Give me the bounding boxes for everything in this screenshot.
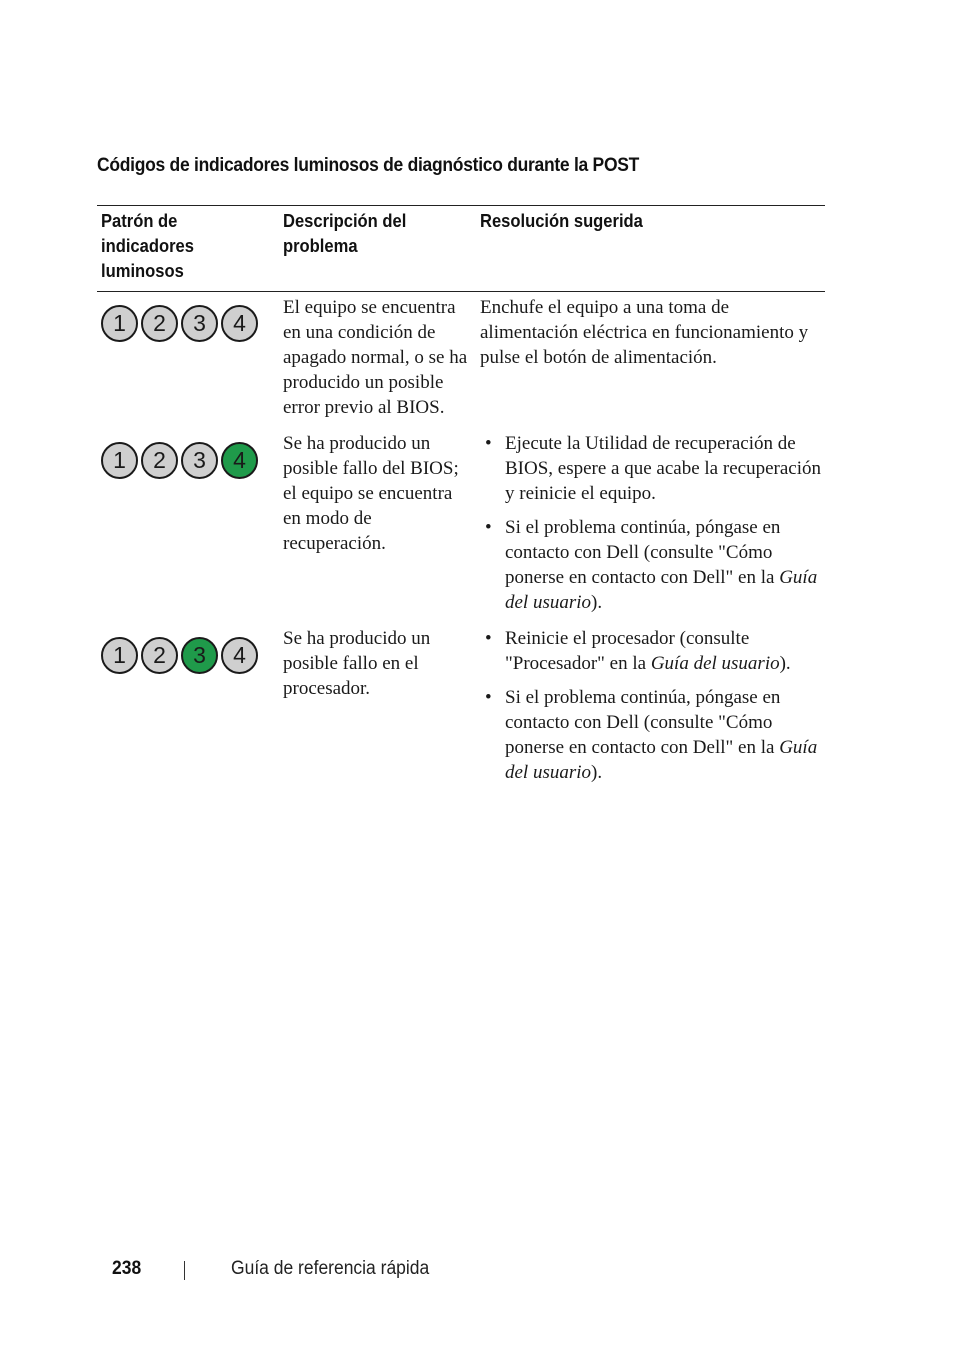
item-tail: ). bbox=[591, 762, 603, 783]
item-italic: Guía del usuario bbox=[505, 737, 818, 783]
bullet: • bbox=[485, 517, 492, 538]
page-title: Códigos de indicadores luminosos de diagnóstico durante la POST bbox=[97, 155, 640, 176]
led-indicator-1: 1 bbox=[101, 442, 138, 479]
led-pattern-row-1 bbox=[101, 305, 258, 342]
list-item bbox=[480, 431, 825, 506]
led-indicator-3: 3 bbox=[181, 442, 218, 479]
item-text: Si el problema continúa, póngase en contacto con Dell (consulte "Cómo ponerse en contacto con Dell" en la bbox=[505, 687, 781, 758]
table-header-rule bbox=[97, 291, 825, 292]
led-indicator-4: 4 bbox=[221, 305, 258, 342]
led-pattern-row-2 bbox=[101, 442, 258, 479]
led-indicator-2: 2 bbox=[141, 637, 178, 674]
led-indicator-3: 3 bbox=[181, 637, 218, 674]
item-text: Reinicie el procesador (consulte "Procesador" en la bbox=[505, 628, 750, 674]
led-indicator-2: 2 bbox=[141, 442, 178, 479]
page-number: 238 bbox=[112, 1258, 142, 1279]
item-tail: ). bbox=[779, 653, 791, 674]
header-pattern: Patrón de indicadores luminosos bbox=[101, 211, 194, 281]
item-text: Si el problema continúa, póngase en contacto con Dell (consulte "Cómo ponerse en contacto con Dell" en la bbox=[505, 517, 781, 588]
led-indicator-3: 3 bbox=[181, 305, 218, 342]
list-item bbox=[480, 685, 825, 785]
list-item bbox=[480, 626, 825, 676]
description-row-1: El equipo se encuentra en una condición de apagado normal, o se ha producido un posible error previo al BIOS. bbox=[283, 297, 468, 418]
resolution-list bbox=[480, 626, 825, 785]
resolution-row-3 bbox=[480, 626, 825, 794]
bullet: • bbox=[485, 433, 492, 454]
item-italic: Guía del usuario bbox=[505, 567, 818, 613]
led-indicator-4: 4 bbox=[221, 637, 258, 674]
description-row-3: Se ha producido un posible fallo en el procesador. bbox=[283, 628, 431, 699]
led-indicator-2: 2 bbox=[141, 305, 178, 342]
item-italic: Guía del usuario bbox=[650, 653, 780, 674]
resolution-row-1: Enchufe el equipo a una toma de alimentación eléctrica en funcionamiento y pulse el botón de alimentación. bbox=[480, 297, 809, 368]
led-indicator-1: 1 bbox=[101, 305, 138, 342]
item-text: Ejecute la Utilidad de recuperación de BIOS, espere a que acabe la recuperación y reinicie el equipo. bbox=[505, 433, 821, 504]
led-indicator-4: 4 bbox=[221, 442, 258, 479]
footer-title: Guía de referencia rápida bbox=[231, 1258, 430, 1279]
table-top-rule bbox=[97, 205, 825, 206]
list-item bbox=[480, 515, 825, 615]
led-indicator-1: 1 bbox=[101, 637, 138, 674]
resolution-row-2 bbox=[480, 431, 825, 624]
header-description: Descripción del problema bbox=[283, 211, 407, 256]
bullet: • bbox=[485, 687, 492, 708]
description-row-2: Se ha producido un posible fallo del BIOS; el equipo se encuentra en modo de recuperación. bbox=[283, 433, 459, 554]
header-resolution: Resolución sugerida bbox=[480, 211, 643, 231]
led-pattern-row-3 bbox=[101, 637, 258, 674]
bullet: • bbox=[485, 628, 492, 649]
item-tail: ). bbox=[591, 592, 603, 613]
footer-divider bbox=[184, 1261, 185, 1280]
resolution-list bbox=[480, 431, 825, 615]
